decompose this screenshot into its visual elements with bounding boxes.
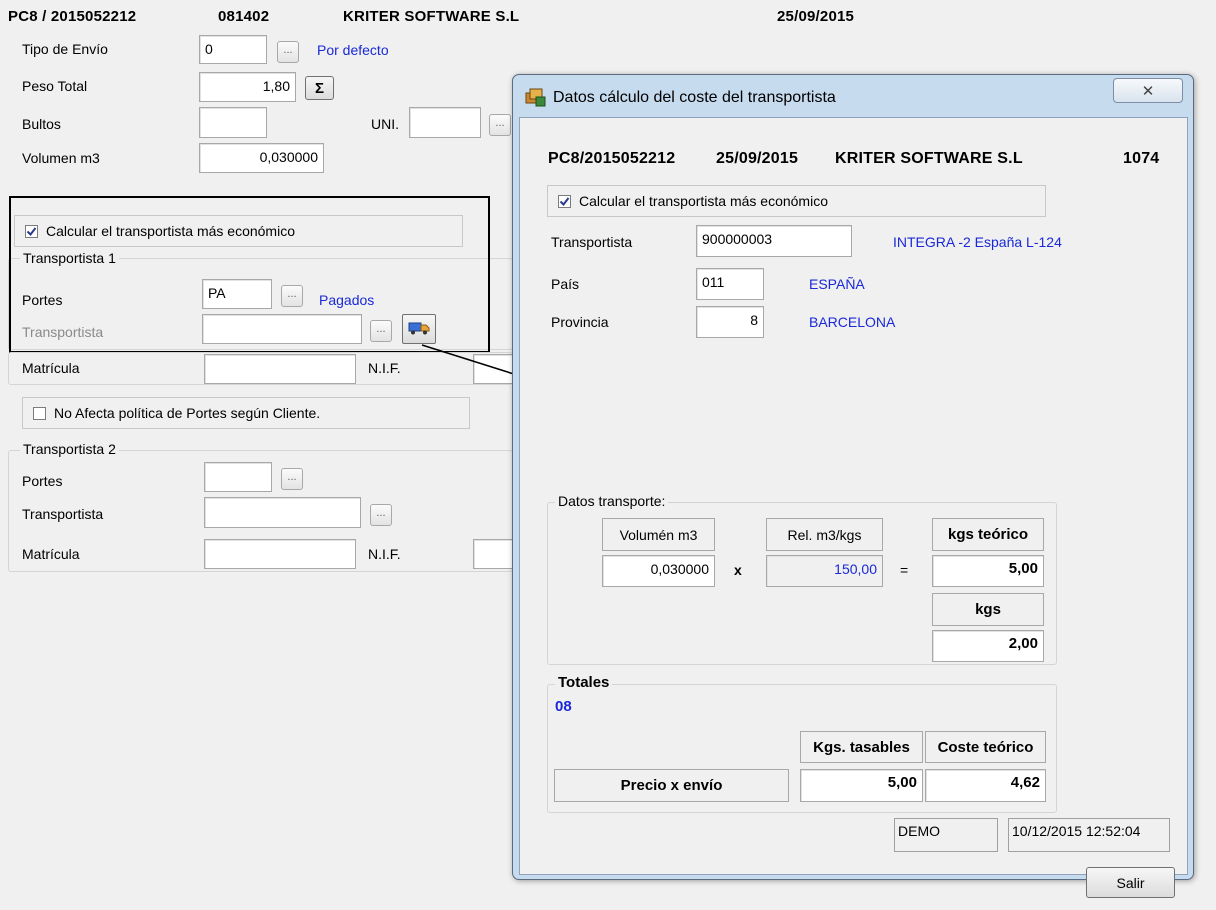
kgs-tasables-header: Kgs. tasables [800, 731, 923, 763]
portes-2-lookup-button[interactable]: ... [281, 468, 303, 490]
kgs-teorico-value: 5,00 [932, 555, 1044, 587]
dialog-calc-cheapest-checkbox[interactable] [558, 195, 571, 208]
sigma-icon: Σ [314, 79, 324, 97]
kgs-teorico-header: kgs teórico [932, 518, 1044, 551]
dialog-app-icon [524, 87, 546, 110]
rel-value: 150,00 [766, 555, 883, 587]
nif-1-label: N.I.F. [368, 360, 401, 376]
dialog-transportista-label: Transportista [551, 234, 633, 250]
kgs-header: kgs [932, 593, 1044, 626]
dialog-title: Datos cálculo del coste del transportista [553, 89, 836, 106]
transportista-1-legend: Transportista 1 [20, 250, 119, 266]
uni-label: UNI. [371, 116, 399, 132]
volumen-field[interactable]: 0,030000 [199, 143, 324, 173]
totales-legend: Totales [555, 674, 612, 691]
kgs-tasables-value: 5,00 [800, 769, 923, 802]
dialog-pais-field[interactable]: 011 [696, 268, 764, 300]
portes-1-description: Pagados [319, 292, 375, 308]
dialog-company: KRITER SOFTWARE S.L [835, 150, 1023, 167]
dialog-provincia-field[interactable]: 8 [696, 306, 764, 338]
dialog-calc-cheapest-row[interactable] [547, 185, 1046, 217]
datos-transporte-legend: Datos transporte: [555, 493, 668, 509]
dialog-close-button[interactable] [1113, 78, 1183, 103]
dialog-pais-description: ESPAÑA [809, 276, 865, 292]
tipo-envio-label: Tipo de Envío [22, 41, 108, 57]
company-name: KRITER SOFTWARE S.L [343, 8, 520, 25]
nif-2-label: N.I.F. [368, 546, 401, 562]
equals-sign: = [900, 562, 909, 578]
tipo-envio-description: Por defecto [317, 42, 389, 58]
dialog-pais-label: País [551, 276, 580, 292]
transportista-2-label: Transportista [22, 506, 104, 522]
times-sign: x [734, 562, 742, 578]
volumen-header: Volumén m3 [602, 518, 715, 551]
uni-lookup-button[interactable]: ... [489, 114, 511, 136]
dialog-provincia-label: Provincia [551, 314, 609, 330]
status-datetime: 10/12/2015 12:52:04 [1008, 818, 1170, 852]
dialog-doc-id: 1074 [1123, 150, 1160, 167]
transportista-2-lookup-button[interactable]: ... [370, 504, 392, 526]
dialog-body [519, 117, 1188, 891]
dialog-transportista-field[interactable]: 900000003 [696, 225, 852, 257]
tipo-envio-lookup-button[interactable]: ... [277, 41, 299, 63]
precio-envio-label: Precio x envío [554, 769, 789, 802]
peso-total-field[interactable]: 1,80 [199, 72, 296, 102]
carrier-cost-dialog [512, 74, 1194, 891]
matricula-1-label: Matrícula [22, 360, 80, 376]
coste-teorico-header: Coste teórico [925, 731, 1046, 763]
portes-1-lookup-button[interactable]: ... [281, 285, 303, 307]
dialog-doc-date: 25/09/2015 [716, 150, 799, 167]
bultos-label: Bultos [22, 116, 61, 132]
dialog-provincia-description: BARCELONA [809, 314, 896, 330]
tipo-envio-field[interactable]: 0 [199, 35, 267, 64]
transportista-1-lookup-button[interactable]: ... [370, 320, 392, 342]
calc-cheapest-label: Calcular el transportista más económico [46, 223, 295, 239]
close-icon: ✕ [1141, 82, 1155, 100]
document-number: PC8 / 2015052212 [8, 8, 137, 25]
coste-teorico-value: 4,62 [925, 769, 1046, 802]
document-date: 25/09/2015 [777, 8, 855, 25]
document-code: 081402 [218, 8, 270, 25]
dialog-volumen-field[interactable]: 0,030000 [602, 555, 715, 587]
portes-2-label: Portes [22, 473, 63, 489]
dialog-doc-number: PC8/2015052212 [548, 150, 676, 167]
matricula-2-label: Matrícula [22, 546, 80, 562]
kgs-value: 2,00 [932, 630, 1044, 662]
exit-button[interactable]: Salir [1086, 867, 1175, 898]
volumen-label: Volumen m3 [22, 150, 100, 166]
dialog-calc-cheapest-label: Calcular el transportista más económico [579, 193, 828, 209]
transportista-1-label: Transportista [22, 324, 104, 340]
rel-header: Rel. m3/kgs [766, 518, 883, 551]
status-user: DEMO [894, 818, 998, 852]
portes-1-field[interactable]: PA [202, 279, 272, 309]
portes-1-label: Portes [22, 292, 63, 308]
no-afecta-label: No Afecta política de Portes según Cliente. [54, 405, 321, 421]
peso-total-label: Peso Total [22, 78, 88, 94]
transportista-2-legend: Transportista 2 [20, 441, 119, 457]
dialog-transportista-description: INTEGRA -2 España L-124 [893, 234, 1062, 250]
totales-code: 08 [555, 698, 572, 715]
